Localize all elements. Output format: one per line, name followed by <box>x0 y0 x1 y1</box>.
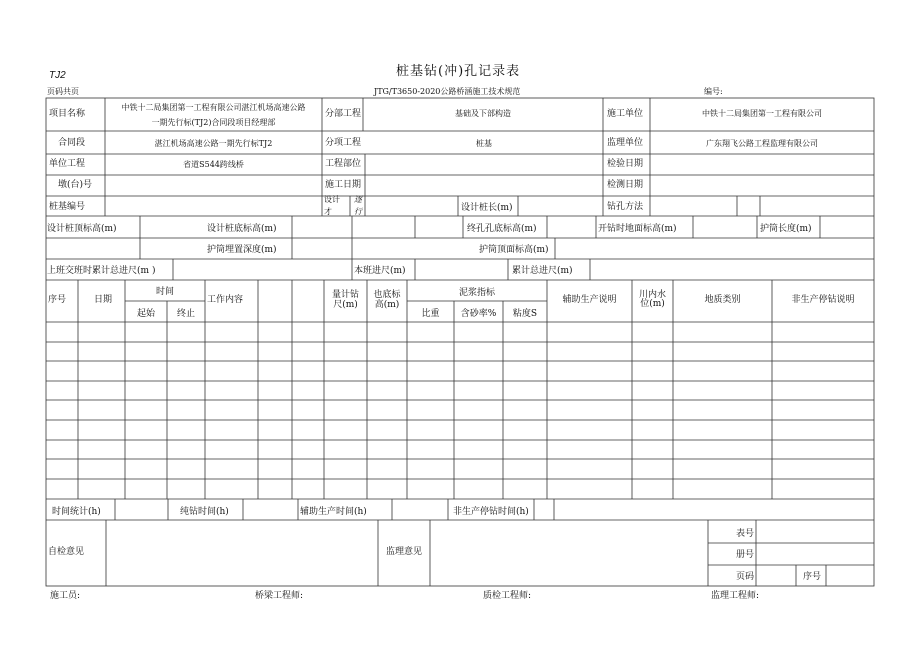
supervision-opinion-label: 监理意见 <box>386 547 423 557</box>
this-shift-footage-label: 本班进尺(m) <box>354 266 406 276</box>
test-date-label: 检测日期 <box>607 180 644 190</box>
unit-project-label: 单位工程 <box>49 159 86 169</box>
col-viscosity: 粘度S <box>512 309 538 319</box>
sub-item-label: 分项工程 <box>325 138 362 148</box>
casing-top-label: 护筒顶面标高(m) <box>479 245 549 255</box>
self-check-label: 自检意见 <box>48 547 85 557</box>
casing-length-label: 护筒长度(m) <box>760 224 812 234</box>
col-elev-2: 高(m) <box>374 300 400 310</box>
standard-reference: JTG/T3650-2020公路桥涵施工技术规范 <box>374 87 521 96</box>
form-code: TJ2 <box>49 70 66 81</box>
signature-bridge-engineer: 桥梁工程师: <box>255 591 304 601</box>
design-label: 设计 <box>324 195 340 204</box>
col-work: 工作内容 <box>207 295 244 305</box>
speed-label: 逐 <box>354 195 362 204</box>
inspect-date-label: 检验日期 <box>607 159 644 169</box>
branch-project-value: 基础及下部构造 <box>455 109 511 118</box>
cumulative-footage-label: 累计总进尺(m) <box>512 266 573 276</box>
branch-project-label: 分部工程 <box>325 109 362 119</box>
page-title: 桩基钻(冲)孔记录表 <box>396 64 521 79</box>
construction-unit-label: 施工单位 <box>607 109 644 119</box>
page-count-label: 页码共页 <box>47 87 79 96</box>
aux-production-time-label: 辅助生产时间(h) <box>300 507 367 517</box>
non-production-time-label: 非生产停钻时间(h) <box>453 507 529 517</box>
col-water-1: 川内水 <box>638 290 666 300</box>
col-geology: 地质类别 <box>704 295 741 305</box>
project-name-value-1: 中铁十二局集团第一工程有限公司湛江机场高速公路 <box>121 103 306 112</box>
unit-project-value: 省道S544跨线桥 <box>183 160 244 169</box>
col-time: 时间 <box>155 287 174 297</box>
design-bottom-elevation-label: 设计桩底标高(m) <box>207 224 277 234</box>
casing-depth-label: 护筒埋置深度(m) <box>207 245 277 255</box>
col-footage-1: 量计钻 <box>331 290 359 300</box>
pure-drill-time-label: 纯钻时间(h) <box>180 507 229 517</box>
design-label-2: 才 <box>324 207 332 216</box>
col-aux: 辅助生产说明 <box>562 295 617 305</box>
supervision-unit-value: 广东翔飞公路工程监理有限公司 <box>706 139 818 148</box>
pile-no-label: 桩基编号 <box>49 202 86 212</box>
contract-value: 湛江机场高速公路一期先行标TJ2 <box>154 139 273 148</box>
previous-total-footage-label <box>47 267 156 276</box>
previous-total-footage-text: 上班交班时累计总进尺(m <box>47 266 150 276</box>
ground-elevation-label: 开钻时地面标高(m) <box>598 224 677 234</box>
contract-label: 合同段 <box>58 138 86 148</box>
col-sand: 含砂率% <box>460 309 497 319</box>
col-gravity: 比重 <box>421 309 440 319</box>
time-total-label: 时间统计(h) <box>52 507 101 517</box>
volume-no-label: 册号 <box>736 550 755 560</box>
col-elev-1: 也底标 <box>373 290 401 300</box>
speed-label-2: 行 <box>354 207 362 216</box>
part-label: 工程部位 <box>325 159 362 169</box>
design-pile-length-label: 设计桩长(m) <box>461 203 513 213</box>
form-no-label: 表号 <box>736 529 755 539</box>
signature-worker: 施工员: <box>50 591 81 601</box>
col-footage-2: 尺(m) <box>333 300 358 310</box>
col-mud: 泥浆指标 <box>458 288 495 298</box>
col-start: 起始 <box>136 309 155 319</box>
signature-supervision-engineer: 监理工程师: <box>711 591 760 601</box>
col-non-production: 非生产停钻说明 <box>791 295 855 305</box>
col-water-2: 位(m) <box>640 299 665 309</box>
number-label: 编号: <box>704 87 723 96</box>
supervision-unit-label: 监理单位 <box>607 138 644 148</box>
signature-qc-engineer: 质检工程师: <box>483 591 532 601</box>
final-hole-bottom-label: 终孔孔底标高(m) <box>467 224 537 234</box>
col-date: 日期 <box>94 295 113 305</box>
project-name-label: 项目名称 <box>49 109 86 119</box>
project-name-value-2: 一期先行标(TJ2)合同段项目经理部 <box>151 118 276 127</box>
design-top-elevation-label: 设计桩顶标高(m) <box>47 224 117 234</box>
drilling-method-label: 钻孔方法 <box>607 202 644 212</box>
seq-no-label: 序号 <box>803 572 822 582</box>
pier-label: 墩(台)号 <box>58 180 93 190</box>
construction-date-label: 施工日期 <box>325 180 362 190</box>
construction-unit-value: 中铁十二局集团第一工程有限公司 <box>702 109 822 118</box>
col-end: 终止 <box>176 309 195 319</box>
page-no-label: 页码 <box>736 572 755 582</box>
sub-item-value: 桩基 <box>476 139 492 148</box>
col-seq: 序号 <box>48 295 67 305</box>
previous-total-footage-close: ) <box>152 266 156 276</box>
